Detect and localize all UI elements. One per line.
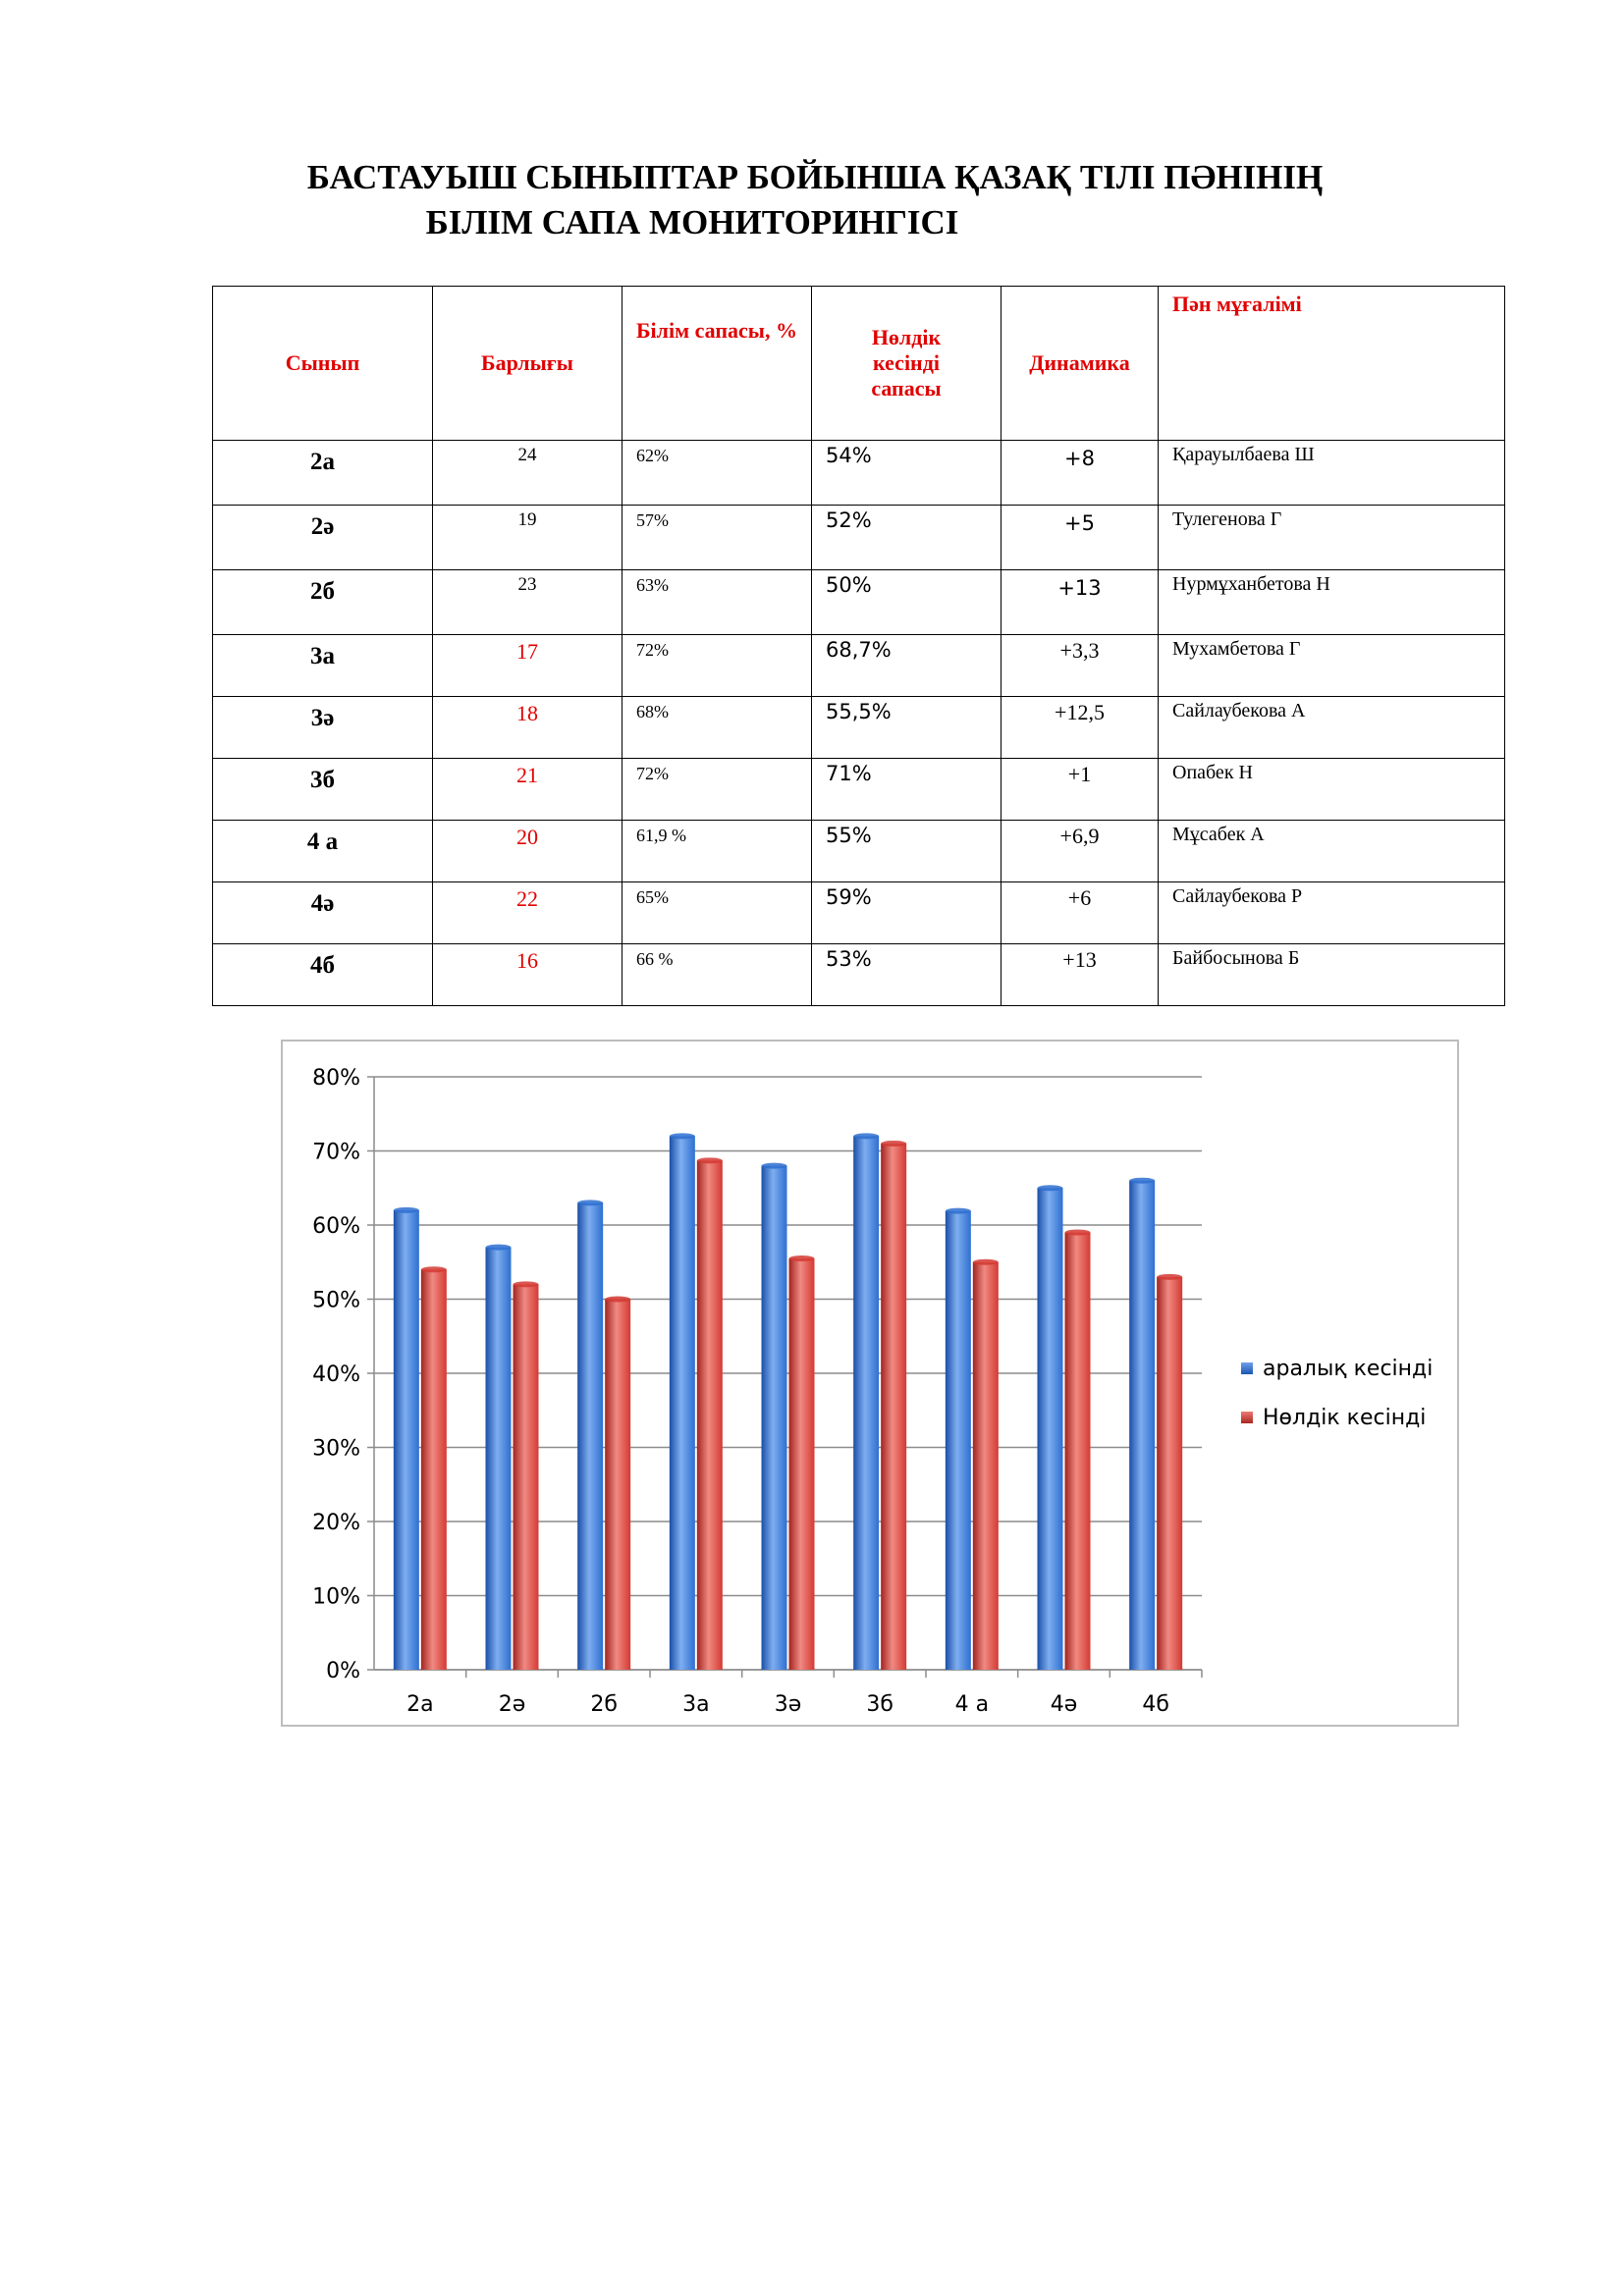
page-title-line1: БАСТАУЫШ СЫНЫПТАР БОЙЫНША ҚАЗАҚ ТІЛІ ПӘНІНІҢ: [306, 158, 1324, 196]
bar-interim: [762, 1166, 787, 1670]
cell-dynamics: +12,5: [1001, 697, 1159, 759]
cell-total: 17: [433, 635, 623, 697]
y-tick-label: 10%: [312, 1584, 360, 1610]
cell-total: 16: [433, 944, 623, 1006]
cell-zero: 59%: [812, 882, 1001, 944]
x-tick-label: 2а: [406, 1692, 434, 1717]
bar-cap: [486, 1245, 512, 1251]
y-tick-label: 50%: [312, 1288, 360, 1313]
x-tick-label: 4 а: [954, 1692, 990, 1717]
cell-class: 2б: [213, 570, 433, 635]
y-tick-label: 60%: [312, 1214, 360, 1239]
cell-teacher: Сайлаубекова А: [1159, 697, 1505, 759]
legend-label-zero: Нөлдік кесінді: [1263, 1405, 1427, 1430]
cell-zero: 71%: [812, 759, 1001, 821]
header-quality: [623, 287, 812, 441]
cell-total: 22: [433, 882, 623, 944]
bar-cap: [1157, 1274, 1182, 1280]
monitoring-table: [212, 286, 1505, 1006]
table-row: [213, 944, 1505, 1006]
header-teacher: Пән мұғалімі: [1159, 287, 1505, 441]
page-title-line2: БІЛІМ САПА МОНИТОРИНГІСІ: [425, 203, 959, 241]
header-zero-line3: сапасы: [871, 376, 942, 400]
cell-dynamics: +8: [1001, 441, 1159, 506]
table-row: [213, 821, 1505, 882]
bar-zero: [421, 1269, 447, 1670]
cell-zero: 52%: [812, 506, 1001, 570]
cell-quality: 68%: [623, 697, 812, 759]
cell-total: 24: [433, 441, 623, 506]
table-row: [213, 441, 1505, 506]
x-tick-label: 2б: [590, 1692, 618, 1717]
bar-interim: [486, 1248, 512, 1670]
bar-cap: [973, 1259, 999, 1265]
bar-cap: [1065, 1230, 1091, 1236]
cell-quality: 62%: [623, 441, 812, 506]
cell-total: 19: [433, 506, 623, 570]
cell-class: 2ә: [213, 506, 433, 570]
header-class: Сынып: [213, 287, 433, 441]
cell-dynamics: +1: [1001, 759, 1159, 821]
cell-class: 3б: [213, 759, 433, 821]
bar-cap: [394, 1207, 419, 1213]
cell-teacher: Қарауылбаева Ш: [1159, 441, 1505, 506]
y-tick-label: 70%: [312, 1140, 360, 1165]
cell-class: 2а: [213, 441, 433, 506]
legend-swatch-zero: [1241, 1412, 1253, 1423]
cell-teacher: Опабек Н: [1159, 759, 1505, 821]
table-row: [213, 882, 1505, 944]
cell-dynamics: +5: [1001, 506, 1159, 570]
cell-dynamics: +13: [1001, 944, 1159, 1006]
bar-interim: [1129, 1181, 1155, 1670]
table-row: [213, 697, 1505, 759]
cell-teacher: Мухамбетова Г: [1159, 635, 1505, 697]
bar-zero: [973, 1262, 999, 1670]
header-quality-label: Білім сапасы, %: [636, 318, 797, 343]
chart-legend: [1241, 1344, 1433, 1442]
cell-total: 18: [433, 697, 623, 759]
y-tick-label: 20%: [312, 1511, 360, 1535]
cell-dynamics: +3,3: [1001, 635, 1159, 697]
bar-cap: [1038, 1185, 1063, 1191]
bar-interim: [853, 1136, 879, 1670]
bar-interim: [670, 1136, 695, 1670]
bar-zero: [1065, 1233, 1091, 1670]
cell-zero: 54%: [812, 441, 1001, 506]
table-row: [213, 635, 1505, 697]
bar-zero: [605, 1300, 630, 1671]
bar-zero: [789, 1258, 815, 1670]
cell-total: 23: [433, 570, 623, 635]
legend-item-zero: [1241, 1393, 1433, 1442]
x-tick-label: 3ә: [774, 1692, 802, 1717]
bar-interim: [394, 1210, 419, 1670]
y-tick-label: 40%: [312, 1362, 360, 1387]
legend-item-interim: [1241, 1344, 1433, 1393]
cell-class: 4 а: [213, 821, 433, 882]
cell-total: 20: [433, 821, 623, 882]
bar-interim: [946, 1211, 971, 1670]
cell-quality: 65%: [623, 882, 812, 944]
bar-cap: [1129, 1178, 1155, 1184]
table-header-row: [213, 287, 1505, 441]
x-tick-label: 4б: [1142, 1692, 1169, 1717]
cell-class: 4б: [213, 944, 433, 1006]
bar-zero: [514, 1284, 539, 1670]
cell-dynamics: +6: [1001, 882, 1159, 944]
cell-quality: 57%: [623, 506, 812, 570]
x-tick-label: 2ә: [498, 1692, 526, 1717]
bar-cap: [946, 1208, 971, 1214]
cell-teacher: Байбосынова Б: [1159, 944, 1505, 1006]
bar-cap: [421, 1266, 447, 1272]
cell-zero: 55,5%: [812, 697, 1001, 759]
cell-quality: 61,9 %: [623, 821, 812, 882]
cell-class: 3а: [213, 635, 433, 697]
header-dynamics: Динамика: [1001, 287, 1159, 441]
cell-quality: 66 %: [623, 944, 812, 1006]
quality-bar-chart: [281, 1040, 1459, 1727]
cell-quality: 63%: [623, 570, 812, 635]
cell-quality: 72%: [623, 635, 812, 697]
header-total: Барлығы: [433, 287, 623, 441]
cell-teacher: Нурмұханбетова Н: [1159, 570, 1505, 635]
cell-class: 3ә: [213, 697, 433, 759]
bar-cap: [789, 1255, 815, 1261]
y-tick-label: 80%: [312, 1066, 360, 1091]
bar-zero: [881, 1144, 906, 1670]
bar-cap: [514, 1281, 539, 1287]
bar-interim: [577, 1202, 603, 1670]
header-zero-line1: Нөлдік: [871, 325, 942, 349]
x-tick-label: 4ә: [1050, 1692, 1078, 1717]
cell-zero: 55%: [812, 821, 1001, 882]
cell-class: 4ә: [213, 882, 433, 944]
x-tick-label: 3а: [682, 1692, 710, 1717]
legend-label-interim: аралық кесінді: [1263, 1356, 1434, 1381]
table-row: [213, 506, 1505, 570]
cell-teacher: Сайлаубекова Р: [1159, 882, 1505, 944]
bar-interim: [1038, 1188, 1063, 1670]
bar-cap: [605, 1297, 630, 1303]
cell-dynamics: +13: [1001, 570, 1159, 635]
bar-cap: [762, 1163, 787, 1169]
cell-teacher: Мұсабек А: [1159, 821, 1505, 882]
cell-zero: 68,7%: [812, 635, 1001, 697]
x-tick-label: 3б: [866, 1692, 893, 1717]
header-zero-line2: кесінді: [873, 350, 940, 375]
cell-dynamics: +6,9: [1001, 821, 1159, 882]
y-tick-label: 0%: [326, 1659, 360, 1683]
bar-cap: [577, 1200, 603, 1205]
legend-swatch-interim: [1241, 1362, 1253, 1374]
y-tick-label: 30%: [312, 1436, 360, 1462]
cell-zero: 53%: [812, 944, 1001, 1006]
cell-total: 21: [433, 759, 623, 821]
bar-zero: [697, 1160, 723, 1670]
cell-quality: 72%: [623, 759, 812, 821]
bar-zero: [1157, 1277, 1182, 1670]
table-row: [213, 759, 1505, 821]
bar-cap: [670, 1133, 695, 1139]
cell-zero: 50%: [812, 570, 1001, 635]
bar-cap: [697, 1157, 723, 1163]
table-row: [213, 570, 1505, 635]
cell-teacher: Тулегенова Г: [1159, 506, 1505, 570]
bar-cap: [881, 1141, 906, 1147]
bar-cap: [853, 1133, 879, 1139]
header-zero: [812, 287, 1001, 441]
